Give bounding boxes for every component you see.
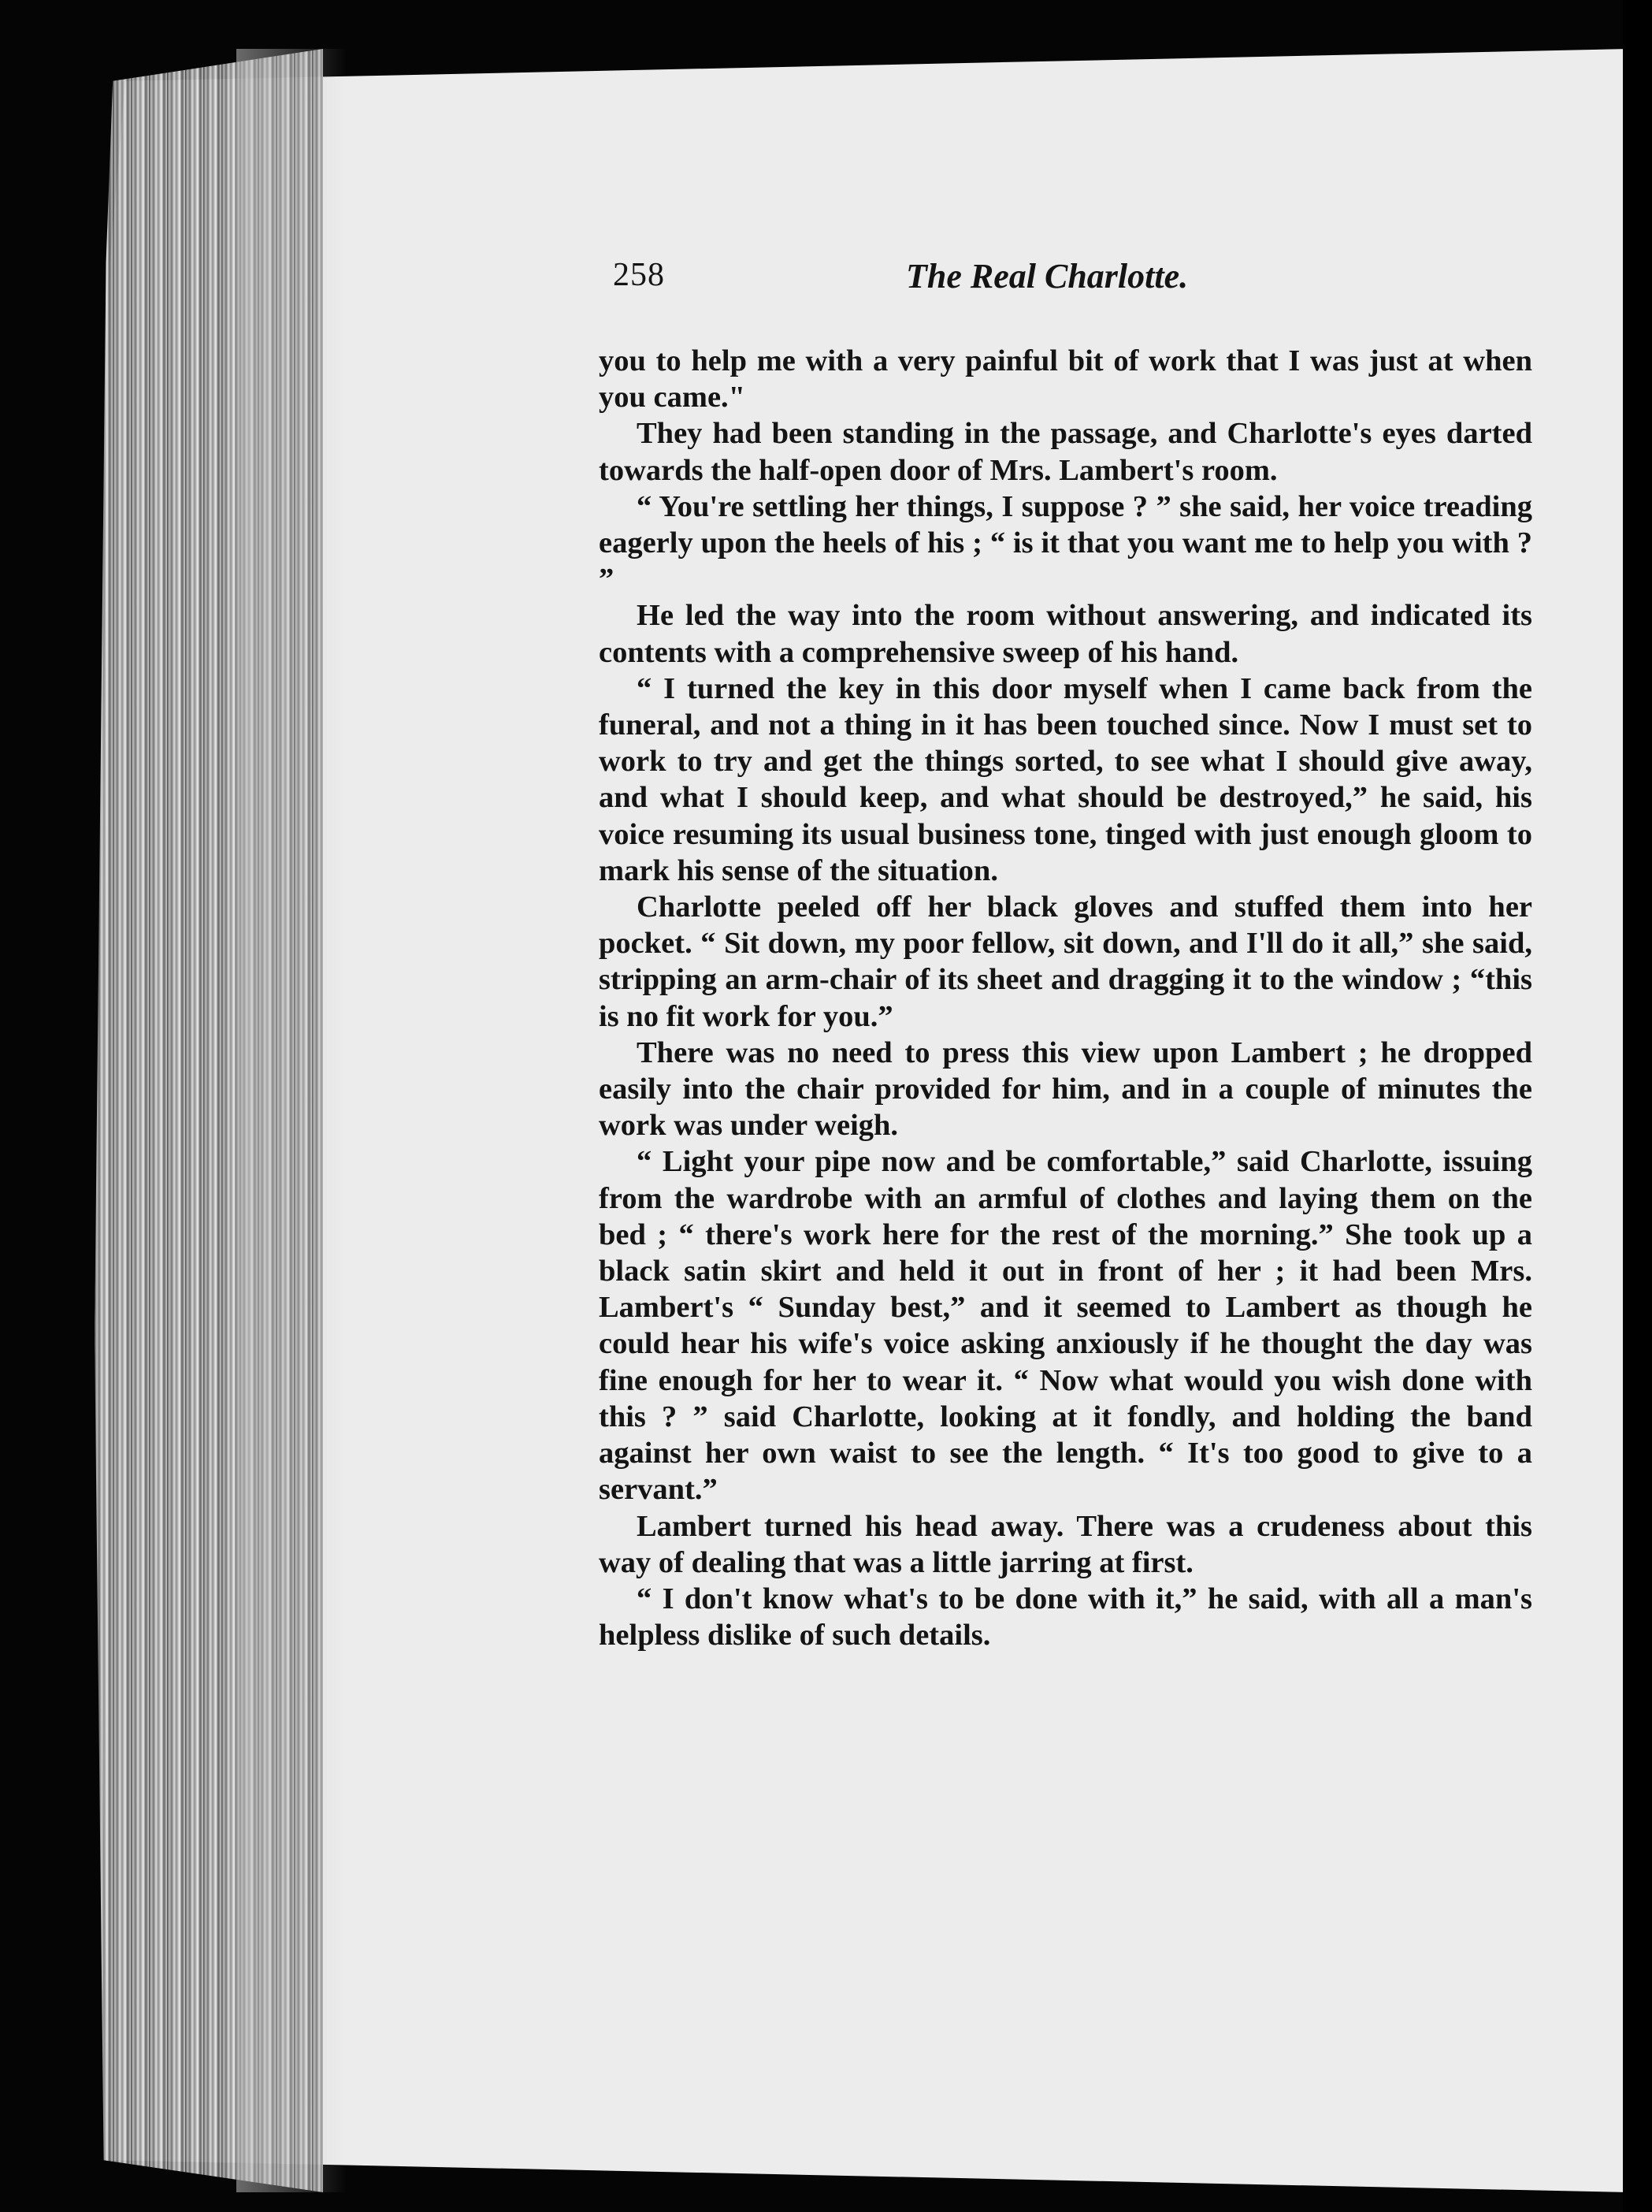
- running-title: The Real Charlotte.: [906, 257, 1189, 296]
- page-edge-shadow: [236, 49, 347, 2192]
- paragraph: Lambert turned his head away. There was a crudeness about this way of dealing that was a little jarring at first.: [599, 1509, 1532, 1579]
- running-head: [599, 256, 1532, 311]
- paragraph: Charlotte peeled off her black gloves and stuffed them into her pocket. “ Sit down, my poor fellow, sit down, and I'll do it all,” she said, stripping an arm-chair of its sheet and dragging it to the window ; “this is no fit work for you.”: [599, 890, 1532, 1033]
- page-content: [599, 256, 1532, 1653]
- right-scan-border: [1623, 0, 1652, 2212]
- paragraph: “ You're settling her things, I suppose ? ” she said, her voice treading eagerly upon the heels of his ; “ is it that you want me to help you with ? ”: [599, 489, 1532, 597]
- paragraph: He led the way into the room without answering, and indicated its contents with a comprehensive sweep of his hand.: [599, 599, 1532, 669]
- paragraph: you to help me with a very painful bit of work that I was just at when you came.": [599, 344, 1532, 415]
- body-text: [599, 343, 1532, 1653]
- paragraph: “ I don't know what's to be done with it,” he said, with all a man's helpless dislike of such details.: [599, 1582, 1532, 1652]
- paragraph: “ I turned the key in this door myself when I came back from the funeral, and not a thing in it has been touched since. Now I must set to work to try and get the things sorted, to see what I should give away, and what I should keep, and what should be destroyed,” he said, his voice resuming its usual business tone, tinged with just enough gloom to mark his sense of the situation.: [599, 671, 1532, 887]
- paragraph: “ Light your pipe now and be comfortable,” said Charlotte, issuing from the wardrobe with an armful of clothes and laying them on the bed ; “ there's work here for the rest of the morning.” She took up a black satin skirt and held it out in front of her ; it had been Mrs. Lambert's “ Sunday best,” and it seemed to Lambert as though he could hear his wife's voice asking anxiously if he thought the day was fine enough for her to wear it. “ Now what would you wish done with this ? ” said Charlotte, looking at it fondly, and holding the band against her own waist to see the length. “ It's too good to give to a servant.”: [599, 1145, 1532, 1507]
- page-number: 258: [613, 257, 665, 293]
- paragraph: They had been standing in the passage, and Charlotte's eyes darted towards the half-open door of Mrs. Lambert's room.: [599, 417, 1532, 487]
- paragraph: There was no need to press this view upon Lambert ; he dropped easily into the chair provided for him, and in a couple of minutes the work was under weigh.: [599, 1035, 1532, 1143]
